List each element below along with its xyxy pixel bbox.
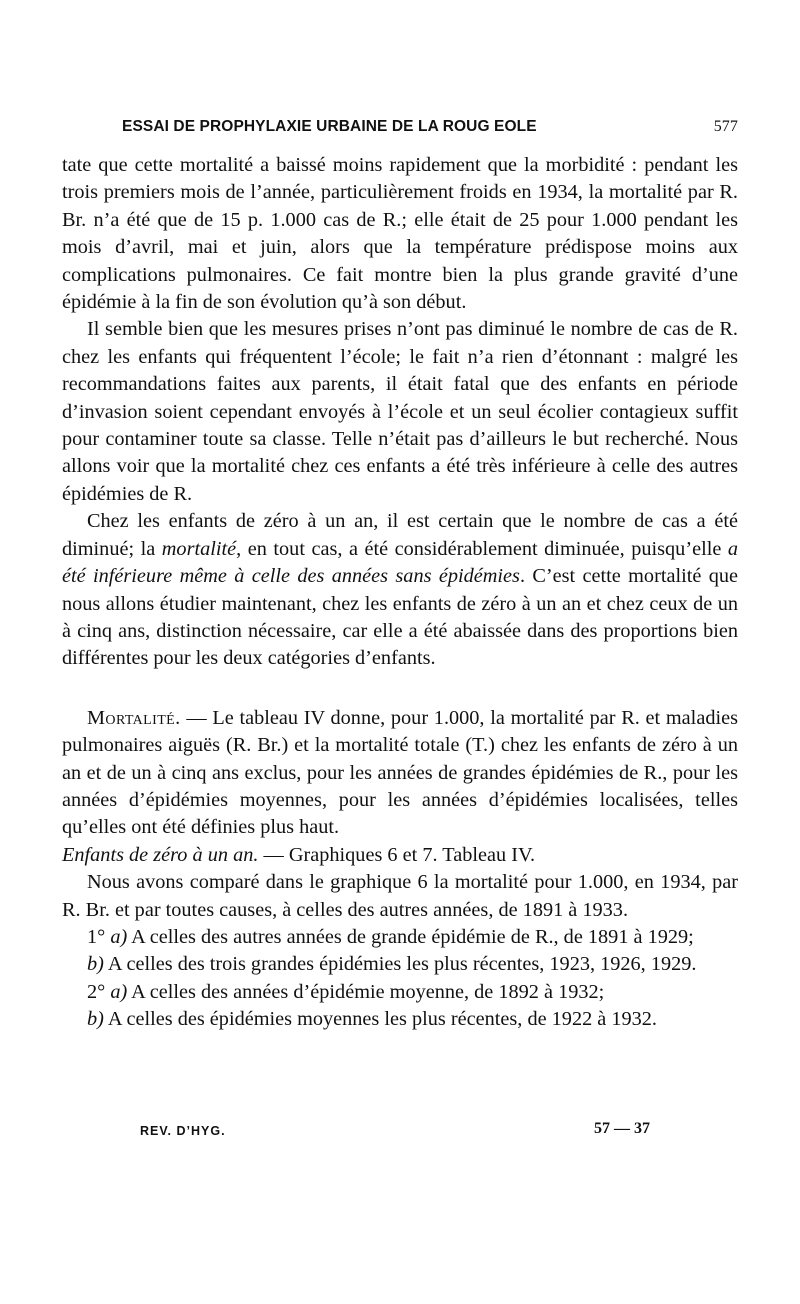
page-footer	[62, 1120, 738, 1144]
paragraph-continuation: tate que cette mortalité a baissé moins rapidement que la morbidité : pendant les trois premiers mois de l’année, particulièrement froids en 1934, la mortalité par R. Br. n’a été que de 15 p. 1.000 cas de R.; elle était de 25 pour 1.000 pendant les mois d’avril, mai et juin, alors que la température prédispose moins aux complications pulmonaires. Ce fait montre bien la plus grande gravité d’une épidémie à la fin de son évolution qu’à son début.	[62, 154, 738, 314]
body-text	[62, 152, 738, 1034]
running-header	[62, 108, 738, 138]
journal-abbreviation: REV. D’HYG.	[140, 1124, 226, 1138]
signature-mark: 57 — 37	[594, 1120, 650, 1137]
list-item-1a: 1° a) A celles des autres années de grande épidémie de R., de 1891 à 1929;	[87, 925, 694, 948]
paragraph-subheading-infants: Enfants de zéro à un an. — Graphiques 6 et 7. Tableau IV.	[62, 843, 536, 866]
list-item-2b: b) A celles des épidémies moyennes les plus récentes, de 1922 à 1932.	[87, 1008, 657, 1031]
document-page	[62, 108, 739, 1138]
page-number: 577	[713, 118, 738, 135]
subheading-enfants: Enfants de zéro à un an.	[62, 843, 259, 866]
emphasis-inferieure: a été inférieure même à celle des années sans épidémies	[62, 537, 738, 588]
paragraph-infants: Chez les enfants de zéro à un an, il est certain que le nombre de cas a été diminué; la mortalité, en tout cas, a été considérablement diminuée, puisqu’elle a été inférieure même à celle des années sans épidémies. C’est cette mortalité que nous allons étudier maintenant, chez les enfants de zéro à un an et chez ceux de un à cinq ans, distinction nécessaire, car elle a été abaissée dans des proportions bien différentes pour les deux catégories d’enfants.	[62, 510, 739, 670]
emphasis-mortalite: mortalité	[161, 537, 237, 560]
section-heading-mortalite: Mortalité.	[87, 706, 181, 729]
section-gap	[62, 673, 738, 705]
list-item-1b: b) A celles des trois grandes épidémies les plus récentes, 1923, 1926, 1929.	[87, 953, 697, 976]
list-item-2a: 2° a) A celles des années d’épidémie moyenne, de 1892 à 1932;	[87, 980, 605, 1003]
paragraph-graphique-6: Nous avons comparé dans le graphique 6 la mortalité pour 1.000, en 1934, par R. Br. et par toutes causes, à celles des autres années, de 1891 à 1933.	[62, 871, 738, 921]
paragraph-school-children: Il semble bien que les mesures prises n’ont pas diminué le nombre de cas de R. chez les enfants qui fréquentent l’école; le fait n’a rien d’étonnant : malgré les recommandations faites aux parents, il était fatal que des enfants en période d’invasion soient cependant envoyés à l’école et un seul écolier contagieux suffit pour contaminer toute sa classe. Telle n’était pas d’ailleurs le but recherché. Nous allons voir que la mortalité chez ces enfants a été très inférieure à celle des autres épidémies de R.	[62, 318, 738, 505]
running-title: ESSAI DE PROPHYLAXIE URBAINE DE LA ROUG EOLE	[122, 118, 537, 135]
paragraph-mortalite-section: Mortalité. — Le tableau IV donne, pour 1.000, la mortalité par R. et maladies pulmonaires aiguës (R. Br.) et la mortalité totale (T.) chez les enfants de zéro à un an et de un à cinq ans exclus, pour les années de grandes épidémies de R., pour les années d’épidémies moyennes, pour les années d’épidémies localisées, telles qu’elles ont été définies plus haut.	[62, 706, 738, 839]
